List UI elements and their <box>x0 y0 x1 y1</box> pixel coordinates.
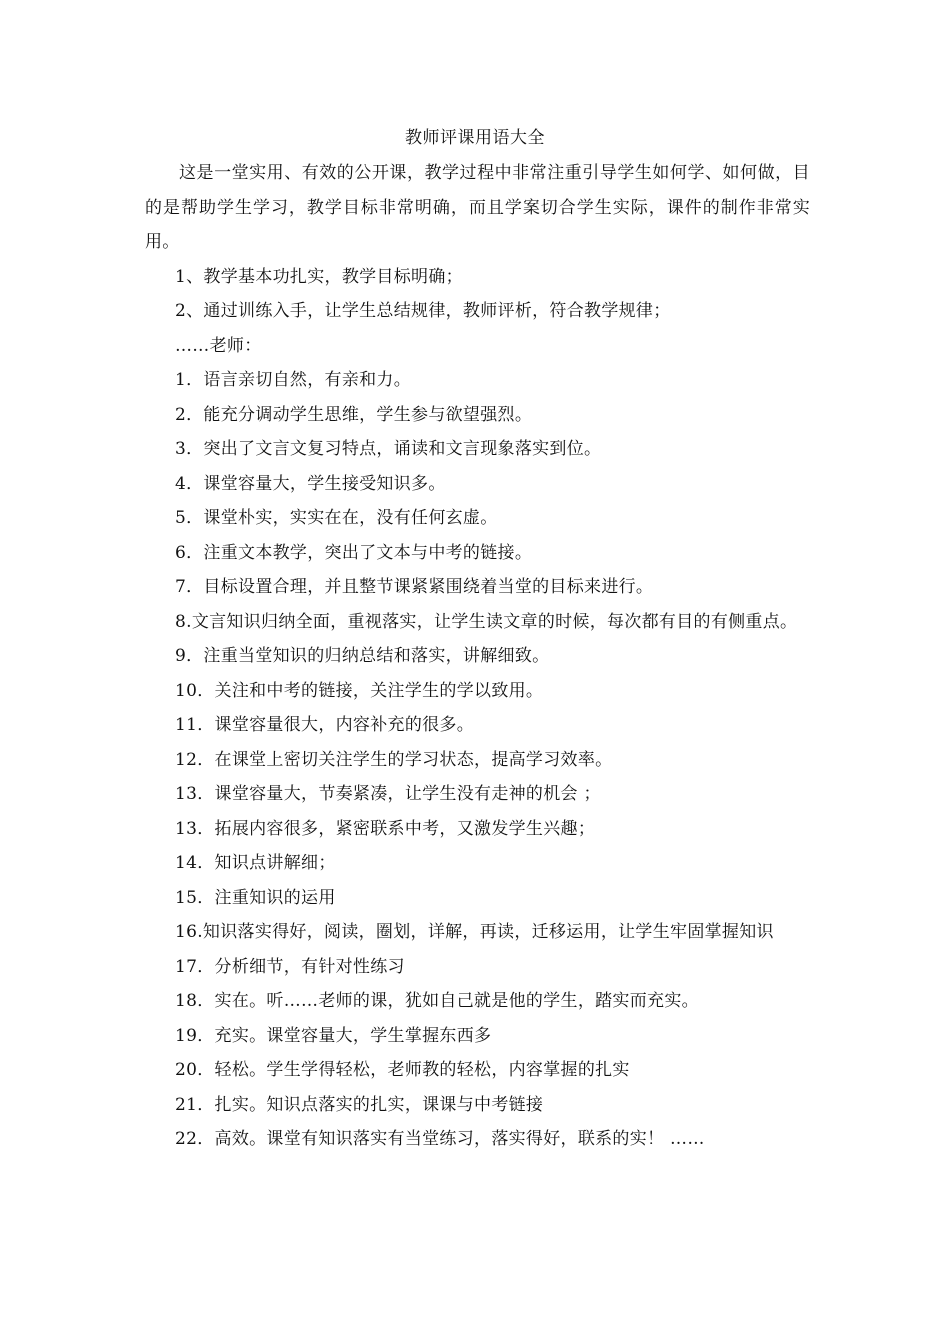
list-item: ……老师： <box>175 335 262 356</box>
document-body <box>145 156 810 1157</box>
list-item: 22．高效。课堂有知识落实有当堂练习，落实得好，联系的实！ …… <box>175 1129 705 1149</box>
list-item: 1．语言亲切自然，有亲和力。 <box>175 370 412 390</box>
list-item: 13．课堂容量大，节奏紧凑，让学生没有走神的机会 ； <box>175 784 601 804</box>
list-item: 15．注重知识的运用 <box>175 887 336 908</box>
list-item: 2、通过训练入手，让学生总结规律，教师评析，符合教学规律； <box>175 301 671 321</box>
list-item: 16.知识落实得好，阅读，圈划，详解，再读，迁移运用，让学生牢固掌握知识 <box>175 922 774 942</box>
list-item: 10．关注和中考的链接，关注学生的学以致用。 <box>175 680 544 701</box>
list-item: 20．轻松。学生学得轻松，老师教的轻松，内容掌握的扎实 <box>175 1060 630 1080</box>
list-item: 11．课堂容量很大，内容补充的很多。 <box>175 715 475 735</box>
list-item: 1、教学基本功扎实，教学目标明确； <box>175 266 463 287</box>
list-item: 13．拓展内容很多，紧密联系中考，又激发学生兴趣； <box>175 818 596 839</box>
list-item: 2．能充分调动学生思维，学生参与欲望强烈。 <box>175 404 533 425</box>
list-item: 8.文言知识归纳全面，重视落实，让学生读文章的时候，每次都有目的有侧重点。 <box>175 611 798 632</box>
list-item: 6．注重文本教学，突出了文本与中考的链接。 <box>175 542 533 563</box>
list-item: 5．课堂朴实，实实在在，没有任何玄虚。 <box>175 508 498 528</box>
list-item: 3．突出了文言文复习特点，诵读和文言现象落实到位。 <box>175 439 602 459</box>
list-item: 9．注重当堂知识的归纳总结和落实，讲解细致。 <box>175 646 550 666</box>
intro-paragraph: 这是一堂实用、有效的公开课，教学过程中非常注重引导学生如何学、如何做，目的是帮助学生学习，教学目标非常明确，而且学案切合学生实际，课件的制作非常实用。 <box>145 163 810 252</box>
list-item: 14．知识点讲解细； <box>175 853 336 873</box>
list-item: 12．在课堂上密切关注学生的学习状态，提高学习效率。 <box>175 749 613 770</box>
list-item: 18．实在。听……老师的课，犹如自己就是他的学生，踏实而充实。 <box>175 991 699 1011</box>
list-item: 7．目标设置合理，并且整节课紧紧围绕着当堂的目标来进行。 <box>175 577 654 597</box>
list-item: 4．课堂容量大，学生接受知识多。 <box>175 473 446 494</box>
document-title: 教师评课用语大全 <box>405 128 545 148</box>
list-item: 21．扎实。知识点落实的扎实，课课与中考链接 <box>175 1094 544 1115</box>
list-item: 17．分析细节，有针对性练习 <box>175 956 405 977</box>
list-item: 19．充实。课堂容量大，学生掌握东西多 <box>175 1025 492 1046</box>
